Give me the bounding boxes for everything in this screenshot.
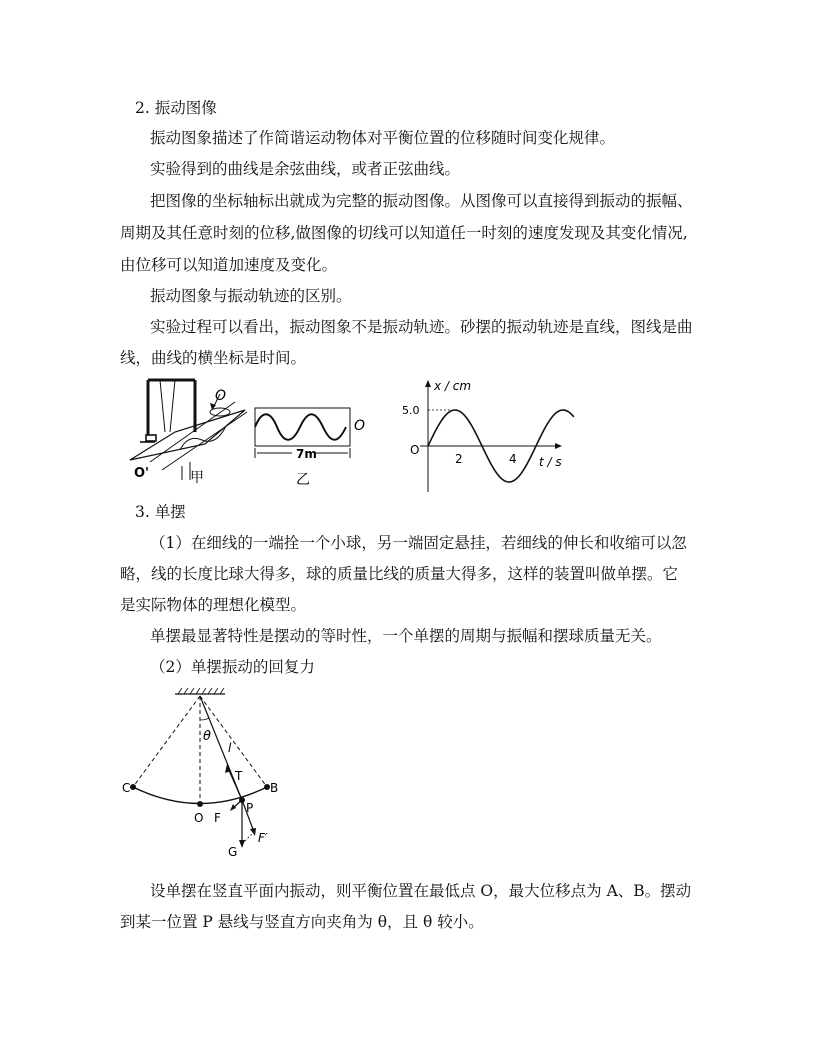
paragraph: 实验得到的曲线是余弦曲线，或者正弦曲线。 bbox=[150, 160, 461, 178]
paragraph: 线，曲线的横坐标是时间。 bbox=[120, 349, 307, 367]
point-c bbox=[130, 784, 136, 790]
label-wave-o: O bbox=[354, 418, 366, 434]
paragraph: 振动图象与振动轨迹的区别。 bbox=[150, 287, 352, 305]
label-l: l bbox=[228, 741, 232, 755]
paragraph: 由位移可以知道加速度及变化。 bbox=[120, 256, 338, 274]
x-axis-arrow bbox=[555, 443, 562, 449]
string-to-c bbox=[133, 696, 200, 787]
paragraph: 周期及其任意时刻的位移,做图像的切线可以知道任一时刻的速度发现及其变化情况, bbox=[120, 224, 688, 242]
point-o bbox=[197, 801, 203, 807]
y-axis-arrow bbox=[425, 380, 431, 387]
label-length: 7m bbox=[296, 447, 317, 461]
label-f: F bbox=[214, 811, 221, 825]
x-axis-label: t / s bbox=[539, 455, 562, 469]
origin-label: O bbox=[410, 443, 420, 457]
label-g: G bbox=[228, 845, 238, 859]
figure-sand-pendulum bbox=[120, 372, 580, 494]
label-o-prime: O' bbox=[134, 466, 150, 481]
y-tick-label: 5.0 bbox=[402, 404, 420, 417]
point-p bbox=[239, 797, 245, 803]
trace-wave bbox=[255, 414, 346, 440]
x-tick-label: 4 bbox=[509, 452, 517, 466]
paragraph: 实验过程可以看出，振动图象不是振动轨迹。砂摆的振动轨迹是直线，图线是曲 bbox=[150, 318, 693, 336]
paragraph: （1）在细线的一端拴一个小球，另一端固定悬挂，若细线的伸长和收缩可以忽 bbox=[150, 534, 687, 552]
label-yi: 乙 bbox=[296, 472, 310, 488]
paragraph: 到某一位置 P 悬线与竖直方向夹角为 θ，且 θ 较小。 bbox=[120, 913, 484, 931]
figure-simple-pendulum bbox=[120, 684, 300, 862]
pendulum-apparatus bbox=[130, 380, 247, 480]
x-tick-label: 2 bbox=[455, 452, 463, 466]
paragraph: 是实际物体的理想化模型。 bbox=[120, 596, 307, 614]
paragraph: 单摆最显著特性是摆动的等时性，一个单摆的周期与振幅和摆球质量无关。 bbox=[150, 627, 662, 645]
paragraph: 振动图象描述了作简谐运动物体对平衡位置的位移随时间变化规律。 bbox=[150, 129, 616, 147]
subheading: （2）单摆振动的回复力 bbox=[150, 658, 315, 676]
ceiling-hatch bbox=[178, 688, 224, 694]
label-theta: θ bbox=[203, 729, 211, 744]
section-3-heading: 3. 单摆 bbox=[135, 503, 186, 521]
label-o: O bbox=[194, 811, 204, 825]
label-t: T bbox=[235, 769, 243, 783]
label-c: C bbox=[122, 781, 131, 795]
theta-arc bbox=[200, 718, 209, 720]
label-jia: 甲 bbox=[190, 470, 204, 486]
label-f-prime: F′ bbox=[258, 831, 268, 845]
label-p: P bbox=[246, 801, 254, 815]
label-o-top: O bbox=[215, 388, 227, 404]
label-b: B bbox=[270, 781, 279, 795]
section-2-heading: 2. 振动图像 bbox=[135, 99, 217, 117]
vibration-graph bbox=[420, 380, 574, 492]
paragraph: 设单摆在竖直平面内振动，则平衡位置在最低点 O，最大位移点为 A、B。摆动 bbox=[150, 882, 692, 900]
paragraph: 把图像的坐标轴标出就成为完整的振动图像。从图像可以直接得到振动的振幅、 bbox=[150, 192, 693, 210]
paragraph: 略，线的长度比球大得多，球的质量比线的质量大得多，这样的装置叫做单摆。它 bbox=[120, 565, 679, 583]
y-axis-label: x / cm bbox=[434, 379, 472, 393]
